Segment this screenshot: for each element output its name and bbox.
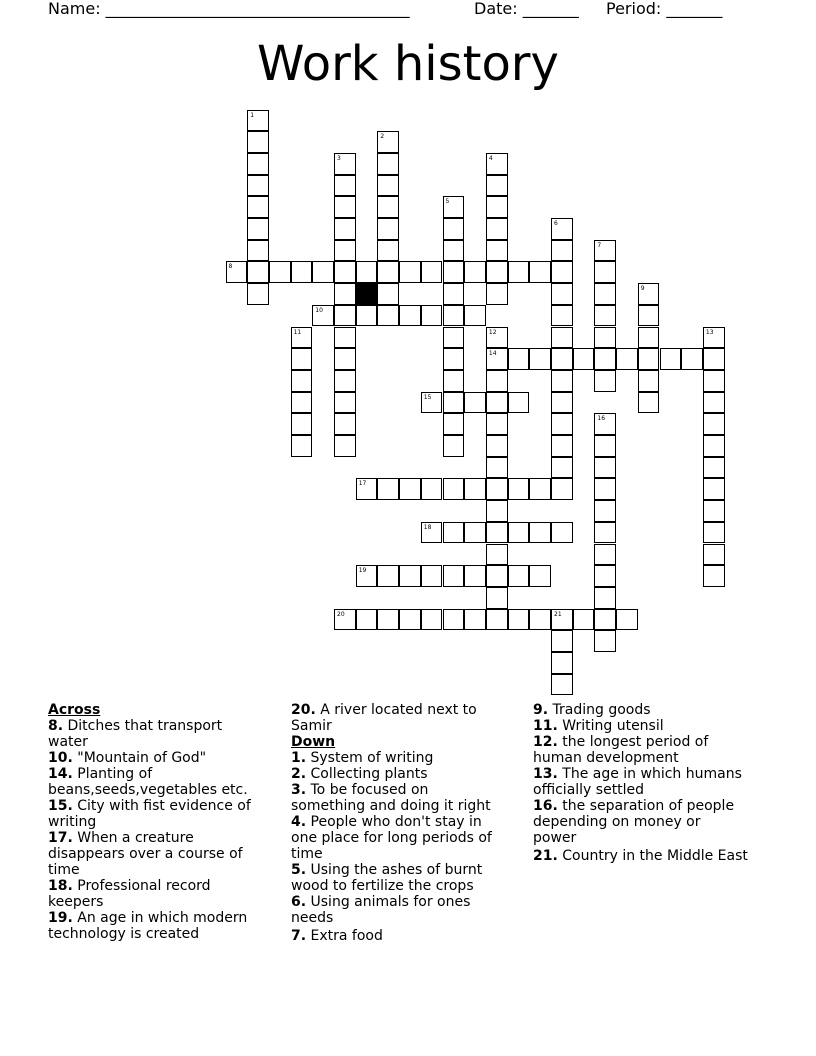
grid-cell[interactable] <box>551 305 573 327</box>
grid-cell[interactable] <box>551 674 573 696</box>
grid-cell[interactable] <box>551 413 573 435</box>
grid-cell[interactable] <box>486 435 508 457</box>
grid-cell[interactable] <box>594 261 616 283</box>
clue-item-text: System of writing <box>306 750 434 766</box>
grid-cell[interactable] <box>377 305 399 327</box>
grid-cell[interactable] <box>334 283 356 305</box>
clue-number: 13 <box>705 328 714 336</box>
grid-cell[interactable] <box>594 435 616 457</box>
grid-cell[interactable] <box>486 500 508 522</box>
clue-number: 14 <box>488 350 497 358</box>
grid-cell[interactable] <box>486 370 508 392</box>
grid-cell[interactable] <box>508 522 530 544</box>
clue-number: 21 <box>554 610 562 618</box>
grid-cell[interactable] <box>573 348 595 370</box>
grid-cell[interactable] <box>486 153 508 175</box>
grid-cell[interactable] <box>703 478 725 500</box>
grid-cell[interactable] <box>291 413 313 435</box>
clue-number: 17 <box>358 480 367 488</box>
clue-item-text: A river located next to Samir <box>291 702 477 734</box>
clue-across-item <box>48 766 263 798</box>
date-label: Date: _______ <box>474 0 579 18</box>
grid-cell[interactable] <box>443 370 465 392</box>
grid-cell[interactable] <box>334 348 356 370</box>
clue-number: 3 <box>337 154 341 162</box>
grid-cell[interactable] <box>291 435 313 457</box>
grid-cell[interactable] <box>334 327 356 349</box>
grid-cell[interactable] <box>486 261 508 283</box>
clue-number: 7 <box>597 241 602 249</box>
grid-cell[interactable] <box>291 348 313 370</box>
clue-number: 8 <box>228 263 233 271</box>
clue-item-number: 17. <box>48 830 73 846</box>
clue-number: 5 <box>445 198 450 206</box>
grid-cell[interactable] <box>638 305 660 327</box>
clue-item-text: The age in which humans officially settled <box>533 766 742 798</box>
grid-cell[interactable] <box>443 522 465 544</box>
grid-cell[interactable] <box>486 457 508 479</box>
grid-cell[interactable] <box>594 348 616 370</box>
grid-cell[interactable] <box>443 327 465 349</box>
grid-cell[interactable] <box>334 392 356 414</box>
clues-column-1 <box>48 702 263 942</box>
grid-cell[interactable] <box>247 218 269 240</box>
grid-cell[interactable] <box>529 522 551 544</box>
clue-number: 10 <box>315 306 323 314</box>
grid-cell[interactable] <box>464 522 486 544</box>
clue-item-number: 19. <box>48 910 73 926</box>
grid-cell[interactable] <box>443 609 465 631</box>
clue-item-text: Planting of beans,seeds,vegetables etc. <box>48 766 248 798</box>
grid-cell[interactable] <box>703 348 725 370</box>
grid-cell[interactable] <box>464 478 486 500</box>
black-cell <box>356 283 378 305</box>
clue-number: 2 <box>380 133 385 141</box>
grid-cell[interactable] <box>551 240 573 262</box>
grid-cell[interactable] <box>638 348 660 370</box>
clue-across-item <box>48 878 263 910</box>
grid-cell[interactable] <box>377 153 399 175</box>
grid-cell[interactable] <box>486 544 508 566</box>
grid-cell[interactable] <box>334 175 356 197</box>
clue-across-item <box>291 702 506 734</box>
grid-cell[interactable] <box>594 522 616 544</box>
page-title: Work history <box>257 36 559 92</box>
name-label: Name: ______________________________________ <box>48 0 410 18</box>
clue-item-text: Trading goods <box>548 702 651 718</box>
clues-column-2 <box>291 702 506 944</box>
grid-cell[interactable] <box>486 478 508 500</box>
clue-number: 6 <box>554 220 558 227</box>
grid-cell[interactable] <box>638 370 660 392</box>
clue-down-item <box>533 718 748 734</box>
clue-item-number: 13. <box>533 766 558 782</box>
grid-cell[interactable] <box>377 283 399 305</box>
grid-cell[interactable] <box>421 478 443 500</box>
clue-across-item <box>48 798 263 830</box>
clue-item-number: 8. <box>48 718 64 734</box>
clue-item-number: 4. <box>291 814 307 830</box>
grid-cell[interactable] <box>486 413 508 435</box>
grid-cell[interactable] <box>508 609 530 631</box>
grid-cell[interactable] <box>703 544 725 566</box>
clue-item-text: Collecting plants <box>306 766 428 782</box>
grid-cell[interactable] <box>443 240 465 262</box>
grid-cell[interactable] <box>377 261 399 283</box>
grid-cell[interactable] <box>508 261 530 283</box>
grid-cell[interactable] <box>334 370 356 392</box>
grid-cell[interactable] <box>594 630 616 652</box>
grid-cell[interactable] <box>334 435 356 457</box>
grid-cell[interactable] <box>334 261 356 283</box>
grid-cell[interactable] <box>486 196 508 218</box>
grid-cell[interactable] <box>377 565 399 587</box>
clue-down-item <box>291 862 506 894</box>
grid-cell[interactable] <box>226 261 248 283</box>
grid-cell[interactable] <box>638 327 660 349</box>
clue-number: 4 <box>488 154 493 162</box>
grid-cell[interactable] <box>508 478 530 500</box>
grid-cell[interactable] <box>486 587 508 609</box>
grid-cell[interactable] <box>594 327 616 349</box>
clue-item-text: To be focused on something and doing it right <box>291 782 491 814</box>
grid-cell[interactable] <box>334 153 356 175</box>
grid-cell[interactable] <box>551 522 573 544</box>
grid-cell[interactable] <box>443 305 465 327</box>
clue-number: 9 <box>640 285 645 293</box>
grid-cell[interactable] <box>594 283 616 305</box>
clue-number: 1 <box>250 111 255 119</box>
clue-down-item <box>533 702 748 718</box>
clue-item-number: 12. <box>533 734 558 750</box>
clue-across-item <box>48 718 263 750</box>
grid-cell[interactable] <box>594 565 616 587</box>
grid-cell[interactable] <box>594 240 616 262</box>
grid-cell[interactable] <box>421 392 443 414</box>
grid-cell[interactable] <box>551 261 573 283</box>
grid-cell[interactable] <box>312 261 334 283</box>
grid-cell[interactable] <box>486 565 508 587</box>
grid-cell[interactable] <box>594 609 616 631</box>
grid-cell[interactable] <box>377 218 399 240</box>
grid-cell[interactable] <box>551 370 573 392</box>
grid-cell[interactable] <box>508 348 530 370</box>
grid-cell[interactable] <box>443 565 465 587</box>
grid-cell[interactable] <box>356 565 378 587</box>
clue-number: 16 <box>597 415 606 423</box>
grid-cell[interactable] <box>421 565 443 587</box>
clue-item-number: 5. <box>291 862 307 878</box>
grid-cell[interactable] <box>703 522 725 544</box>
clue-item-number: 6. <box>291 894 307 910</box>
grid-cell[interactable] <box>443 392 465 414</box>
grid-cell[interactable] <box>334 218 356 240</box>
grid-cell[interactable] <box>551 652 573 674</box>
grid-cell[interactable] <box>247 283 269 305</box>
clue-item-number: 14. <box>48 766 73 782</box>
grid-cell[interactable] <box>377 196 399 218</box>
grid-cell[interactable] <box>269 261 291 283</box>
grid-cell[interactable] <box>486 348 508 370</box>
grid-cell[interactable] <box>356 305 378 327</box>
grid-cell[interactable] <box>594 587 616 609</box>
grid-cell[interactable] <box>356 609 378 631</box>
clue-item-number: 1. <box>291 750 307 766</box>
grid-cell[interactable] <box>551 609 573 631</box>
grid-cell[interactable] <box>421 609 443 631</box>
grid-cell[interactable] <box>443 218 465 240</box>
clue-item-number: 11. <box>533 718 558 734</box>
grid-cell[interactable] <box>681 348 703 370</box>
grid-cell[interactable] <box>551 478 573 500</box>
grid-cell[interactable] <box>638 392 660 414</box>
grid-cell[interactable] <box>703 435 725 457</box>
grid-cell[interactable] <box>660 348 682 370</box>
grid-cell[interactable] <box>594 305 616 327</box>
clue-down-item <box>291 894 506 926</box>
grid-cell[interactable] <box>443 261 465 283</box>
clue-down-item <box>291 766 506 782</box>
grid-cell[interactable] <box>443 478 465 500</box>
grid-cell[interactable] <box>399 609 421 631</box>
clue-item-text: Writing utensil <box>557 718 664 734</box>
clue-number: 18 <box>423 523 432 531</box>
grid-cell[interactable] <box>486 392 508 414</box>
clue-item-text: An age in which modern technology is created <box>48 910 248 942</box>
grid-cell[interactable] <box>334 240 356 262</box>
clue-down-item <box>291 928 506 944</box>
clue-across-item <box>48 830 263 878</box>
grid-cell[interactable] <box>638 283 660 305</box>
clue-item-number: 20. <box>291 702 316 718</box>
grid-cell[interactable] <box>464 609 486 631</box>
clue-item-number: 16. <box>533 798 558 814</box>
grid-cell[interactable] <box>551 218 573 240</box>
clue-item-text: City with fist evidence of writing <box>48 798 251 830</box>
grid-cell[interactable] <box>291 327 313 349</box>
grid-cell[interactable] <box>486 327 508 349</box>
grid-cell[interactable] <box>551 392 573 414</box>
grid-cell[interactable] <box>247 240 269 262</box>
grid-cell[interactable] <box>247 131 269 153</box>
grid-cell[interactable] <box>486 240 508 262</box>
grid-cell[interactable] <box>356 261 378 283</box>
grid-cell[interactable] <box>703 370 725 392</box>
grid-cell[interactable] <box>703 413 725 435</box>
grid-cell[interactable] <box>594 370 616 392</box>
grid-cell[interactable] <box>464 392 486 414</box>
clue-item-text: "Mountain of God" <box>72 750 207 766</box>
clue-item-number: 18. <box>48 878 73 894</box>
clue-item-number: 3. <box>291 782 307 798</box>
clue-item-number: 10. <box>48 750 73 766</box>
grid-cell[interactable] <box>443 283 465 305</box>
clue-item-text: Extra food <box>306 928 383 944</box>
grid-cell[interactable] <box>377 131 399 153</box>
grid-cell[interactable] <box>486 218 508 240</box>
clue-number: 19 <box>358 567 367 575</box>
clue-down-item <box>533 798 748 846</box>
grid-cell[interactable] <box>703 500 725 522</box>
clue-number: 20 <box>337 610 345 618</box>
clue-down-item <box>291 814 506 862</box>
grid-cell[interactable] <box>247 261 269 283</box>
grid-cell[interactable] <box>464 261 486 283</box>
grid-cell[interactable] <box>551 283 573 305</box>
clue-item-text: Using the ashes of burnt wood to fertilize the crops <box>291 862 483 894</box>
grid-cell[interactable] <box>421 305 443 327</box>
clue-item-number: 9. <box>533 702 549 718</box>
clue-item-text: Country in the Middle East <box>557 848 748 864</box>
grid-cell[interactable] <box>421 522 443 544</box>
clue-number: 15 <box>423 393 432 401</box>
grid-cell[interactable] <box>529 609 551 631</box>
grid-cell[interactable] <box>334 413 356 435</box>
grid-cell[interactable] <box>443 413 465 435</box>
grid-cell[interactable] <box>399 305 421 327</box>
grid-cell[interactable] <box>551 435 573 457</box>
grid-cell[interactable] <box>551 327 573 349</box>
clue-down-item <box>291 750 506 766</box>
grid-cell[interactable] <box>334 305 356 327</box>
grid-cell[interactable] <box>529 565 551 587</box>
grid-cell[interactable] <box>377 175 399 197</box>
grid-cell[interactable] <box>464 565 486 587</box>
grid-cell[interactable] <box>399 565 421 587</box>
clue-across-item <box>48 910 263 942</box>
grid-cell[interactable] <box>486 175 508 197</box>
clue-item-text: the longest period of human development <box>533 734 709 766</box>
grid-cell[interactable] <box>529 348 551 370</box>
clue-item-text: Professional record keepers <box>48 878 211 910</box>
grid-cell[interactable] <box>312 305 334 327</box>
grid-cell[interactable] <box>464 305 486 327</box>
grid-cell[interactable] <box>443 435 465 457</box>
grid-cell[interactable] <box>551 348 573 370</box>
grid-cell[interactable] <box>377 609 399 631</box>
grid-cell[interactable] <box>703 327 725 349</box>
grid-cell[interactable] <box>594 500 616 522</box>
grid-cell[interactable] <box>443 196 465 218</box>
grid-cell[interactable] <box>529 261 551 283</box>
grid-cell[interactable] <box>334 196 356 218</box>
grid-cell[interactable] <box>377 478 399 500</box>
grid-cell[interactable] <box>529 478 551 500</box>
grid-cell[interactable] <box>399 261 421 283</box>
grid-cell[interactable] <box>703 457 725 479</box>
grid-cell[interactable] <box>247 175 269 197</box>
clue-item-number: 15. <box>48 798 73 814</box>
grid-cell[interactable] <box>334 609 356 631</box>
clue-item-text: Using animals for ones needs <box>291 894 471 926</box>
clue-down-item <box>533 766 748 798</box>
across-heading: Across <box>48 702 101 718</box>
grid-cell[interactable] <box>247 196 269 218</box>
grid-cell[interactable] <box>421 261 443 283</box>
grid-cell[interactable] <box>486 283 508 305</box>
grid-cell[interactable] <box>247 153 269 175</box>
grid-cell[interactable] <box>291 370 313 392</box>
clue-item-text: When a creature disappears over a course of time <box>48 830 243 878</box>
clue-number: 12 <box>488 328 497 336</box>
grid-cell[interactable] <box>616 609 638 631</box>
grid-cell[interactable] <box>508 565 530 587</box>
clue-item-text: People who don't stay in one place for long periods of time <box>291 814 492 862</box>
grid-cell[interactable] <box>573 609 595 631</box>
grid-cell[interactable] <box>594 457 616 479</box>
clue-item-number: 21. <box>533 848 558 864</box>
grid-cell[interactable] <box>291 261 313 283</box>
clue-item-text: the separation of people depending on money or power <box>533 798 735 846</box>
clue-down-item <box>291 782 506 814</box>
grid-cell[interactable] <box>703 565 725 587</box>
clues-column-3 <box>533 702 748 864</box>
clue-item-number: 2. <box>291 766 307 782</box>
clue-across-item <box>48 750 263 766</box>
clue-item-text: Ditches that transport water <box>48 718 223 750</box>
clue-number: 11 <box>293 328 302 336</box>
grid-cell[interactable] <box>594 544 616 566</box>
grid-cell[interactable] <box>703 392 725 414</box>
grid-cell[interactable] <box>616 348 638 370</box>
clue-down-item <box>533 848 748 864</box>
grid-cell[interactable] <box>486 522 508 544</box>
grid-cell[interactable] <box>551 630 573 652</box>
grid-cell[interactable] <box>399 478 421 500</box>
grid-cell[interactable] <box>377 240 399 262</box>
grid-cell[interactable] <box>443 348 465 370</box>
grid-cell[interactable] <box>247 110 269 132</box>
period-label: Period: _______ <box>606 0 723 18</box>
clue-down-item <box>533 734 748 766</box>
grid-cell[interactable] <box>594 413 616 435</box>
down-heading: Down <box>291 734 336 750</box>
grid-cell[interactable] <box>508 392 530 414</box>
grid-cell[interactable] <box>291 392 313 414</box>
clue-item-number: 7. <box>291 928 307 944</box>
grid-cell[interactable] <box>356 478 378 500</box>
grid-cell[interactable] <box>486 609 508 631</box>
grid-cell[interactable] <box>551 457 573 479</box>
grid-cell[interactable] <box>594 478 616 500</box>
